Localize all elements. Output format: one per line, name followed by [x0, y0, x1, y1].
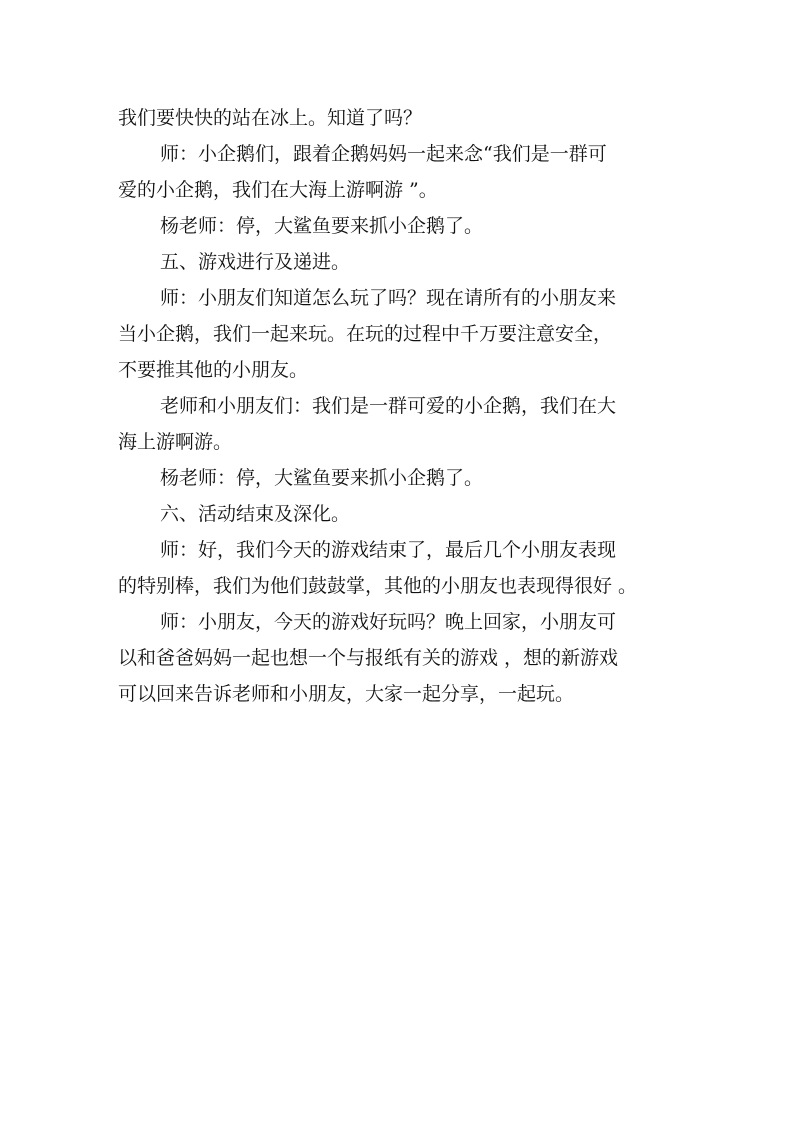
paragraph-line: 爱的小企鹅，我们在大海上游啊游 ”。: [118, 179, 438, 201]
paragraph-line: 师：小朋友们知道怎么玩了吗？现在请所有的小朋友来: [160, 287, 617, 309]
paragraph-line: 师：小朋友，今天的游戏好玩吗？晚上回家，小朋友可: [160, 611, 617, 633]
section-heading: 五、游戏进行及递进。: [160, 251, 351, 273]
paragraph-line: 杨老师：停，大鲨鱼要来抓小企鹅了。: [160, 215, 484, 237]
paragraph-line: 当小企鹅，我们一起来玩。在玩的过程中千万要注意安全，: [118, 323, 613, 345]
paragraph-line: 师：小企鹅们，跟着企鹅妈妈一起来念“我们是一群可: [160, 143, 607, 165]
paragraph-line: 可以回来告诉老师和小朋友，大家一起分享，一起玩。: [118, 683, 575, 705]
document-body: [118, 100, 678, 712]
paragraph-line: 杨老师：停，大鲨鱼要来抓小企鹅了。: [160, 467, 484, 489]
paragraph-line: 不要推其他的小朋友。: [118, 359, 309, 381]
paragraph-line: 海上游啊游。: [118, 431, 233, 453]
paragraph-line: 我们要快快的站在冰上。知道了吗？: [118, 107, 423, 129]
paragraph-line: 师：好，我们今天的游戏结束了，最后几个小朋友表现: [160, 539, 617, 561]
paragraph-line: 老师和小朋友们：我们是一群可爱的小企鹅，我们在大: [160, 395, 617, 417]
paragraph-line: 以和爸爸妈妈一起也想一个与报纸有关的游戏 ，想的新游戏: [118, 647, 619, 669]
paragraph-line: 的特别棒，我们为他们鼓鼓掌，其他的小朋友也表现得很好 。: [118, 575, 638, 597]
section-heading: 六、活动结束及深化。: [160, 503, 351, 525]
